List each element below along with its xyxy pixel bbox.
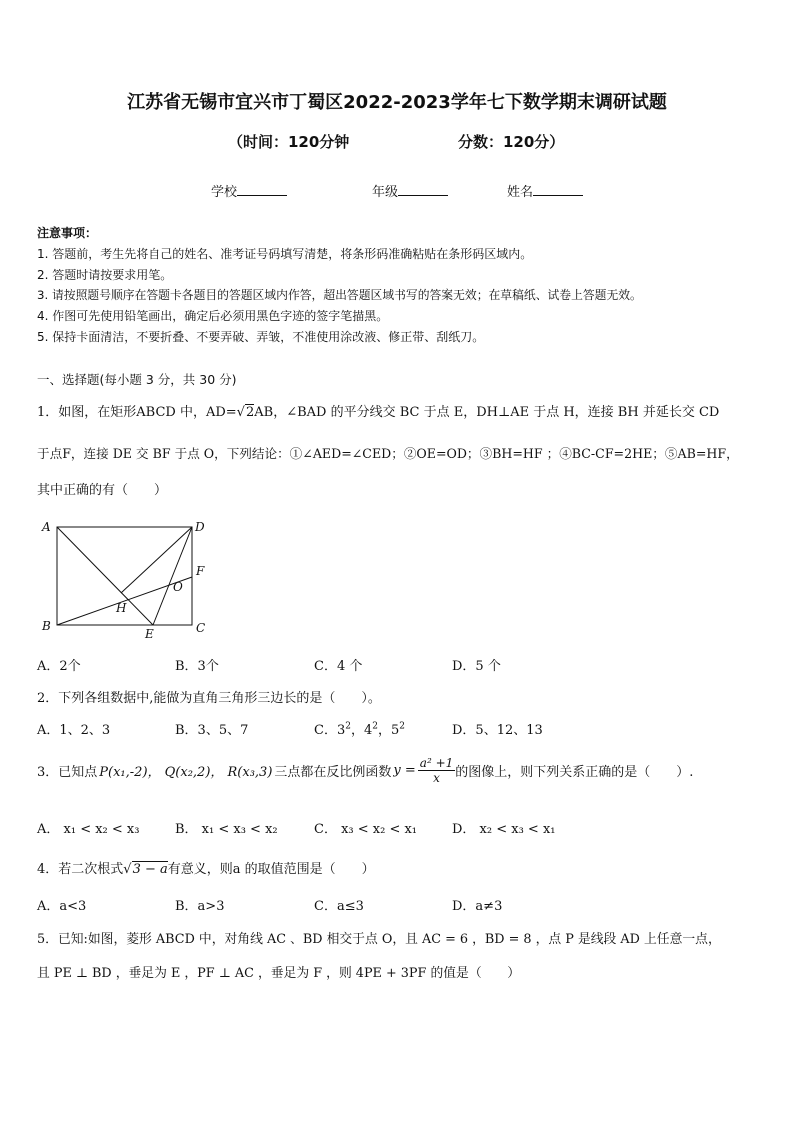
label-h: H [116, 601, 127, 615]
q1-option-b[interactable]: B．3个 [175, 659, 219, 674]
q1-line3: 其中正确的有（ ） [37, 483, 168, 498]
q2-option-c[interactable]: C．$3^2$，$4^2$，$5^2$ [314, 721, 406, 738]
q4-stem: 4．若二次根式√3 − a有意义，则a 的取值范围是（ ） [37, 862, 375, 877]
section-heading: 一、选择题(每小题 3 分，共 30 分) [37, 372, 237, 387]
segment-de [153, 527, 192, 625]
q4-option-a[interactable]: A．a<3 [37, 899, 87, 914]
q3-points: P(x₁,-2)， Q(x₂,2)， R(x₃,3) [99, 765, 273, 780]
q5-line2: 且 PE ⊥ BD ，垂足为 E ，PF ⊥ AC ，垂足为 F ，则 4PE + 3PF 的值是（ ） [37, 966, 521, 981]
q2-option-a[interactable]: A．1、2、3 [37, 723, 111, 738]
q3-stem: 3．已知点 P(x₁,-2)， Q(x₂,2)， R(x₃,3) 三点都在反比例函数 y = $\frac{\text{a² +1}}{x}$ 的图像上，则下列关系正确的是（ ）. [37, 756, 694, 785]
exam-title: 江苏省无锡市宜兴市丁蜀区2022-2023学年七下数学期末调研试题 [127, 92, 667, 113]
q3-option-c[interactable]: C． x₃ < x₂ < x₁ [314, 822, 418, 837]
q2-option-d[interactable]: D．5、12、13 [452, 723, 543, 738]
name-field: 姓名 [507, 181, 583, 200]
notice-item: 2. 答题时请按要求用笔。 [37, 268, 173, 282]
q3-option-b[interactable]: B． x₁ < x₃ < x₂ [175, 822, 278, 837]
q3-function-fraction: $\frac{\text{a² +1}}{x}$ [419, 756, 454, 785]
label-c: C [196, 621, 206, 635]
q2-option-b[interactable]: B．3、5、7 [175, 723, 249, 738]
q3-option-d[interactable]: D． x₂ < x₃ < x₁ [452, 822, 556, 837]
q4-option-d[interactable]: D．a≠3 [452, 899, 503, 914]
label-a: A [42, 520, 51, 534]
exam-time: （时间：120分钟 [228, 133, 350, 151]
exam-score: 分数：120分） [458, 133, 565, 151]
notice-item: 5. 保持卡面清洁，不要折叠、不要弄破、弄皱，不准使用涂改液、修正带、刮纸刀。 [37, 330, 485, 344]
q3-option-a[interactable]: A． x₁ < x₂ < x₃ [37, 822, 140, 837]
label-e: E [145, 627, 154, 641]
school-field: 学校 [211, 181, 287, 200]
notice-heading: 注意事项： [37, 226, 98, 240]
q1-line1: 1．如图，在矩形ABCD 中，AD=√2AB，∠BAD 的平分线交 BC 于点 E，DH⊥AE 于点 H，连接 BH 并延长交 CD [37, 405, 720, 420]
q5-line1: 5．已知:如图，菱形 ABCD 中，对角线 AC 、BD 相交于点 O，且 AC = 6 ，BD = 8 ，点 P 是线段 AD 上任意一点， [37, 932, 721, 947]
notice-item: 4. 作图可先使用铅笔画出，确定后必须用黑色字迹的签字笔描黑。 [37, 309, 389, 323]
notice-item: 1. 答题前，考生先将自己的姓名、准考证号码填写清楚，将条形码准确粘贴在条形码区域内。 [37, 247, 533, 261]
q4-option-c[interactable]: C．a≤3 [314, 899, 364, 914]
q4-radicand: 3 − a [132, 862, 168, 877]
label-d: D [195, 520, 205, 534]
q1-figure [36, 515, 216, 645]
q1-line2: 于点F，连接 DE 交 BF 于点 O，下列结论：①∠AED=∠CED；②OE=OD；③BH=HF ；④BC-CF=2HE；⑤AB=HF， [37, 446, 739, 461]
label-b: B [42, 619, 51, 633]
grade-field: 年级 [372, 181, 448, 200]
q1-option-d[interactable]: D．5 个 [452, 659, 501, 674]
q1-option-c[interactable]: C．4 个 [314, 659, 363, 674]
label-f: F [196, 564, 205, 578]
label-o: O [173, 580, 183, 594]
notice-item: 3. 请按照题号顺序在答题卡各题目的答题区域内作答，超出答题区域书写的答案无效；在草稿纸、试卷上答题无效。 [37, 288, 642, 302]
q1-option-a[interactable]: A．2个 [37, 659, 81, 674]
q2-stem: 2．下列各组数据中,能做为直角三角形三边长的是（ ）。 [37, 691, 381, 706]
q4-option-b[interactable]: B．a>3 [175, 899, 225, 914]
